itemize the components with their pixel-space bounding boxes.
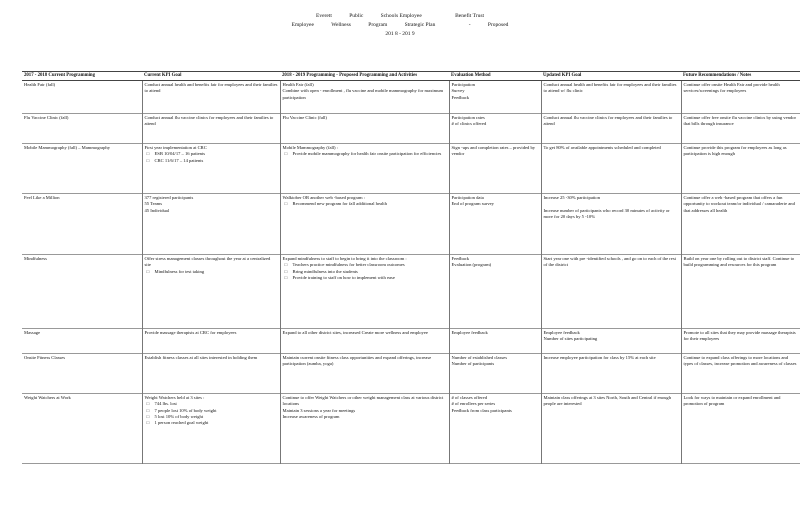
future-recommendations-cell [681,394,800,464]
proposed-text: Expand to all other district sites, increased Create more wellness and employee [282,330,428,336]
header-org-name: Benefit Trust [455,13,485,19]
current-kpi-text: Conduct annual health and benefits fair for employees and their families to attend [144,82,278,94]
proposed-programming-cell [280,354,449,394]
header-title-part: Wellness [331,22,351,28]
table-row [22,194,800,255]
current-kpi-text: 55 Teams [144,201,163,207]
updated-kpi-cell [541,394,681,464]
evaluation-method-cell [449,329,541,354]
future-recommendations-cell [681,354,800,394]
updated-kpi-text: Employee feedback [543,330,580,336]
bullet-item: □ 5 lost 10% of body weight [145,414,278,420]
proposed-programming-cell [280,194,449,255]
evaluation-text: Participation [451,82,475,88]
header-title-part: Strategic Plan [404,22,436,28]
table-row [22,144,800,194]
current-kpi-text: 377 registered participants [144,195,194,201]
proposed-text: Health Fair (fall) [282,82,314,88]
future-recommendations-cell [681,194,800,255]
evaluation-text: Number of established classes [451,355,507,361]
proposed-text: Maintain current onsite fitness class opportunities and expand offerings, increase participation (zumba, yoga) [282,355,432,367]
bullet-item: □ 1 person reached goal weight [145,420,278,426]
updated-kpi-text: Increase 25 -30% participation [543,195,601,201]
header-line-2 [0,21,800,30]
updated-kpi-text: Conduct annual flu vaccine clinics for employees and their families to attend [543,115,673,127]
future-recommendations-cell [681,81,800,114]
current-kpi-cell [142,354,280,394]
proposed-programming-cell [280,144,449,194]
column-header: Current KPI Goal [142,72,280,81]
updated-kpi-cell [541,354,681,394]
bullet-list [283,201,447,207]
header-title-part: - [468,22,471,28]
table-row [22,81,800,114]
future-text: Continue offer a web -based program that offers a fun opportunity to workout team/or individual / camaraderie and that addresses all health [683,195,795,213]
header-org-name: Schools Employee [380,13,422,19]
program-name-cell [22,354,142,394]
program-name: Weight Watchers at Work [24,395,71,401]
program-name: Mobile Mammography (fall) – Mammography [24,145,110,151]
proposed-text: Continue to offer Weight Watchers or other weight management class at various district locations [282,395,444,407]
evaluation-text: End of program survey [451,201,494,207]
proposed-programming-cell [280,255,449,329]
bullet-list [283,151,447,157]
program-name-cell [22,394,142,464]
program-name: Feel Like a Million [24,195,60,201]
bullet-list [145,401,278,426]
updated-kpi-cell [541,194,681,255]
current-kpi-text: Conduct annual flu vaccine clinics for employees and their families to attend [144,115,274,127]
future-text: Continue provide this program for employees as long as participation is high enough [683,145,787,157]
bullet-item: □ ESB 10/04/17 – 16 patients [145,151,278,157]
evaluation-method-cell [449,194,541,255]
updated-kpi-cell [541,114,681,144]
current-kpi-text: Establish fitness classes at all sites interested in holding them [144,355,258,361]
program-name-cell [22,329,142,354]
current-kpi-cell [142,194,280,255]
evaluation-text: # of clinics offered [451,121,487,127]
proposed-programming-cell [280,394,449,464]
bullet-list [145,151,278,163]
current-kpi-cell [142,144,280,194]
evaluation-method-cell [449,354,541,394]
updated-kpi-text: Increase number of participants who record 30 minutes of activity or more for 20 days by 5 -10% [543,207,670,219]
evaluation-text: Participation data [451,195,484,201]
table-body [22,81,800,464]
current-kpi-cell [142,255,280,329]
current-kpi-text: 45 Individual [144,207,170,213]
evaluation-text: Feedback [451,256,470,262]
proposed-text: Walktober OR another web -based program : [282,195,366,201]
column-header: 2018 - 2019 Programming - Proposed Programming and Activities [280,72,449,81]
program-name-cell [22,144,142,194]
program-name: Health Fair (fall) [24,82,56,88]
header-line-1 [0,12,800,21]
future-text: Continue offer onsite Health Fair and provide health services/screenings for employees [683,82,780,94]
program-name: Mindfulness [24,256,47,262]
updated-kpi-text: To get 80% of available appointments scheduled and completed [543,145,661,151]
program-name-cell [22,255,142,329]
document-header [0,12,800,39]
evaluation-method-cell [449,394,541,464]
table-row [22,329,800,354]
updated-kpi-cell [541,81,681,114]
program-name: Flu Vaccine Clinic (fall) [24,115,69,121]
strategic-plan-table [22,71,800,464]
table-row [22,255,800,329]
table-row [22,394,800,464]
proposed-text: Combine with open - enrollment , flu vaccine and mobile mammography for maximum participation [282,88,444,100]
proposed-programming-cell [280,329,449,354]
evaluation-method-cell [449,255,541,329]
evaluation-text: Evaluation (program) [451,262,492,268]
bullet-item: □ 744 lbs. lost [145,401,278,407]
current-kpi-cell [142,394,280,464]
proposed-text: Maintain 3 sessions a year for meetings [282,407,356,413]
updated-kpi-text: Maintain class offerings at 3 sites North, South and Central if enough people are interested [543,395,671,407]
table-row [22,354,800,394]
proposed-text: Increase awareness of program [282,413,340,419]
column-header: Updated KPI Goal [541,72,681,81]
future-text: Promote to all sites that they may provide massage therapists for their employees [683,330,796,342]
program-name-cell [22,114,142,144]
evaluation-method-cell [449,114,541,144]
future-text: Continue to expand class offerings to more locations and types of classes, increase promotion and awareness of classes [683,355,797,367]
program-name-cell [22,194,142,255]
bullet-list [283,262,447,281]
evaluation-text: Feedback [451,94,470,100]
bullet-list [145,269,278,275]
bullet-item: □ Mindfulness for test taking [145,269,278,275]
updated-kpi-cell [541,255,681,329]
current-kpi-text: Provide massage therapists at CRC for employees [144,330,237,336]
current-kpi-cell [142,114,280,144]
future-text: Look for ways to maintain or expand enrollment and promotion of program [683,395,781,407]
proposed-text: Mobile Mammography (fall) : [282,145,338,151]
table-row [22,114,800,144]
future-recommendations-cell [681,255,800,329]
bullet-item: □ Recommend new program for fall additional health [283,201,447,207]
updated-kpi-text: Increase employee participation for class by 15% at each site [543,355,656,361]
column-header: Future Recommendations / Notes [681,72,800,81]
header-years: 201 8 - 201 9 [385,31,415,37]
header-org-name: Everett [315,13,332,19]
header-title-part: Program [368,22,388,28]
evaluation-text: Participation rates [451,115,485,121]
header-title-part: Proposed [487,22,509,28]
future-text: Continue offer free onsite flu vaccine clinics by using vendor that bills through insurance [683,115,797,127]
header-org-name: Public [349,13,364,19]
proposed-text: Flu Vaccine Clinic (fall) [282,115,327,121]
future-text: Build on year one by rolling out to district staff. Continue to build programming and resources for this program [683,256,795,268]
bullet-item: □ Teachers practice mindfulness for better classroom outcomes [283,262,447,268]
future-recommendations-cell [681,144,800,194]
program-name-cell [22,81,142,114]
proposed-programming-cell [280,81,449,114]
current-kpi-text: First year implementation at CRC [144,145,207,151]
bullet-item: □ Bring mindfulness into the students [283,269,447,275]
bullet-item: □ CRC 11/6/17 – 14 patients [145,158,278,164]
evaluation-text: # of classes offered [451,395,488,401]
future-recommendations-cell [681,114,800,144]
column-header: 2017 - 2018 Current Programming [22,72,142,81]
bullet-item: □ 7 people lost 10% of body weight [145,408,278,414]
current-kpi-text: Weight Watchers held at 3 sites : [144,395,205,401]
bullet-item: □ Provide training to staff on how to implement with ease [283,275,447,281]
evaluation-method-cell [449,144,541,194]
evaluation-text: Survey [451,88,465,94]
proposed-programming-cell [280,114,449,144]
header-title-part: Employee [291,22,314,28]
column-header: Evaluation Method [449,72,541,81]
current-kpi-text: Offer stress management classes throughout the year at a centralized site [144,256,271,268]
evaluation-text: Number of participants [451,361,495,367]
updated-kpi-text: Number of sites participating [543,336,598,342]
evaluation-text: Employee feedback [451,330,488,336]
updated-kpi-text: Start year one with pre -identified schools , and go on to each of the rest of the district [543,256,676,268]
table-header-row [22,72,800,81]
evaluation-method-cell [449,81,541,114]
program-name: Massage [24,330,41,336]
bullet-item: □ Provide mobile mammography for health fair onsite participation for efficiencies [283,151,447,157]
proposed-text: Expand mindfulness to staff to begin to bring it into the classroom : [282,256,407,262]
updated-kpi-cell [541,329,681,354]
evaluation-text: Feedback from class participants [451,407,512,413]
evaluation-text: Sign -ups and completion rates – provided by vendor [451,145,536,157]
current-kpi-cell [142,81,280,114]
future-recommendations-cell [681,329,800,354]
updated-kpi-text: Conduct annual health and benefits fair for employees and their families to attend w/ flu clinic [543,82,677,94]
evaluation-text: # of enrollees per series [451,401,496,407]
program-name: Onsite Fitness Classes [24,355,66,361]
current-kpi-cell [142,329,280,354]
updated-kpi-cell [541,144,681,194]
